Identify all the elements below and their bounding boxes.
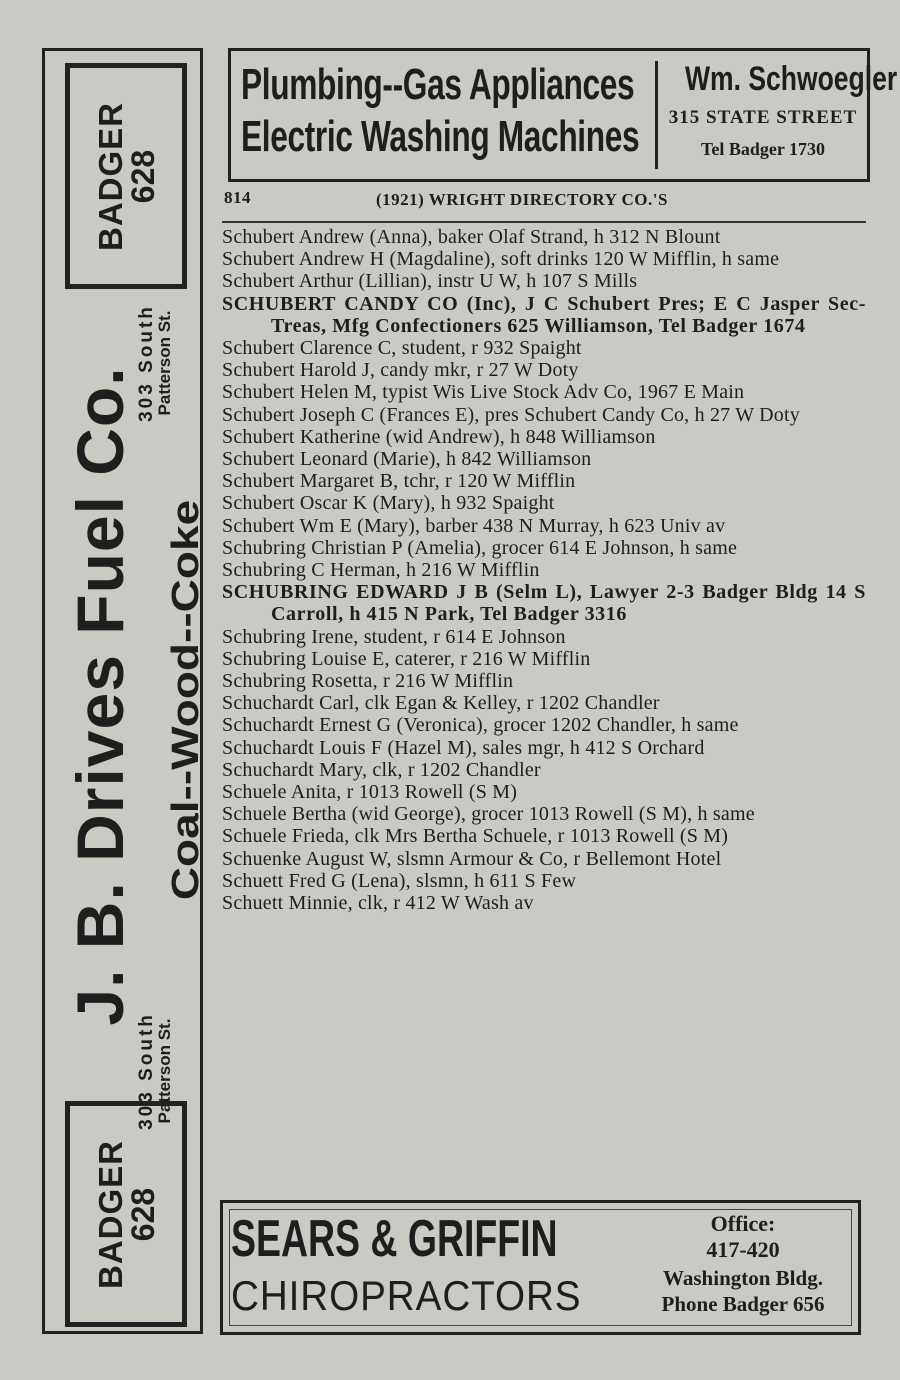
office-label: Office: (710, 1211, 776, 1236)
badger-word-bottom: BADGER (91, 1139, 129, 1289)
plumbing-ad-street: 315 STATE STREET (668, 107, 858, 128)
list-item: Schuchardt Ernest G (Veronica), grocer 1202 Chandler, h same (222, 714, 739, 737)
plumbing-ad-line1: Plumbing--Gas Appliances (241, 60, 635, 109)
list-item: Schubert Harold J, candy mkr, r 27 W Doty (222, 359, 579, 382)
list-item: Schubert Joseph C (Frances E), pres Schubert Candy Co, h 27 W Doty (222, 403, 800, 426)
plumbing-ad-contact (663, 59, 898, 160)
header-rule (222, 221, 866, 223)
list-item: Schuenke August W, slsmn Armour & Co, r Bellemont Hotel (222, 847, 722, 870)
list-item: SCHUBERT CANDY CO (Inc), J C Schubert Pres; E C Jasper Sec-Treas, Mfg Confectioners 625 Williamson, Tel Badger 1674 (222, 292, 866, 337)
list-item: Schubert Wm E (Mary), barber 438 N Murray, h 623 Univ av (222, 514, 726, 537)
plumbing-ad-name: Wm. Schwoegler (685, 60, 898, 98)
chiropractors-name: SEARS & GRIFFIN (231, 1210, 558, 1268)
plumbing-ad-divider (655, 61, 658, 169)
fuel-address-bottom: 303 South Patterson St. (136, 1012, 174, 1130)
list-item: Schuele Frieda, clk Mrs Bertha Schuele, r 1013 Rowell (S M) (222, 825, 729, 848)
badger-phone-box-bottom (65, 1101, 187, 1327)
list-item: Schubring C Herman, h 216 W Mifflin (222, 559, 540, 582)
list-item: SCHUBRING EDWARD J B (Selm L), Lawyer 2-3 Badger Bldg 14 S Carroll, h 415 N Park, Tel Badger 3316 (222, 581, 866, 626)
list-item: Schubring Louise E, caterer, r 216 W Mifflin (222, 647, 591, 670)
running-header (222, 188, 864, 214)
plumbing-ad (228, 48, 898, 182)
list-item: Schubert Leonard (Marie), h 842 Williamson (222, 448, 592, 471)
fuel-address-top: 303 South Patterson St. (136, 304, 174, 422)
list-item: Schuele Anita, r 1013 Rowell (S M) (222, 781, 518, 804)
chiropractors-profession: CHIROPRACTORS (231, 1272, 582, 1319)
list-item: Schubert Arthur (Lillian), instr U W, h 107 S Mills (222, 270, 638, 293)
list-item: Schubert Oscar K (Mary), h 932 Spaight (222, 492, 555, 515)
fuel-products: Coal--Wood--Coke (163, 499, 207, 901)
office-building: Washington Bldg. (663, 1266, 823, 1290)
office-rooms: 417-420 (706, 1237, 780, 1262)
list-item: Schuett Minnie, clk, r 412 W Wash av (222, 892, 534, 915)
list-item: Schuele Bertha (wid George), grocer 1013 Rowell (S M), h same (222, 803, 755, 826)
chiropractors-ad (220, 1200, 861, 1335)
plumbing-ad-headline (241, 59, 640, 163)
directory-title: (1921) WRIGHT DIRECTORY CO.'S (376, 190, 668, 209)
list-item: Schubert Andrew (Anna), baker Olaf Strand, h 312 N Blount (222, 226, 721, 248)
badger-number-bottom: 628 (124, 1187, 161, 1241)
chiropractors-office (638, 1211, 848, 1317)
list-item: Schubring Christian P (Amelia), grocer 614 E Johnson, h same (222, 536, 738, 559)
fuel-company-name: J. B. Drives Fuel Co. (63, 366, 137, 1026)
badger-word-top: BADGER (91, 101, 129, 251)
list-item: Schuett Fred G (Lena), slsmn, h 611 S Few (222, 869, 577, 892)
list-item: Schuchardt Carl, clk Egan & Kelley, r 1202 Chandler (222, 692, 660, 715)
plumbing-ad-tel: Tel Badger 1730 (700, 139, 825, 159)
list-item: Schubert Margaret B, tchr, r 120 W Mifflin (222, 470, 576, 493)
list-item: Schubert Helen M, typist Wis Live Stock Adv Co, 1967 E Main (222, 381, 745, 404)
fuel-company-ad (42, 48, 207, 1334)
list-item: Schubert Clarence C, student, r 932 Spaight (222, 337, 582, 360)
list-item: Schubert Andrew H (Magdaline), soft drinks 120 W Mifflin, h same (222, 248, 780, 271)
list-item: Schubring Irene, student, r 614 E Johnson (222, 625, 566, 648)
badger-number-top: 628 (124, 149, 161, 203)
directory-listings (222, 226, 866, 1192)
badger-phone-box-top (65, 63, 187, 289)
office-phone: Phone Badger 656 (661, 1292, 825, 1316)
plumbing-ad-line2: Electric Washing Machines (241, 112, 640, 161)
page-number: 814 (224, 188, 251, 207)
list-item: Schuchardt Louis F (Hazel M), sales mgr, h 412 S Orchard (222, 736, 705, 759)
list-item: Schubring Rosetta, r 216 W Mifflin (222, 670, 514, 693)
list-item: Schubert Katherine (wid Andrew), h 848 Williamson (222, 425, 656, 448)
list-item: Schuchardt Mary, clk, r 1202 Chandler (222, 758, 541, 781)
